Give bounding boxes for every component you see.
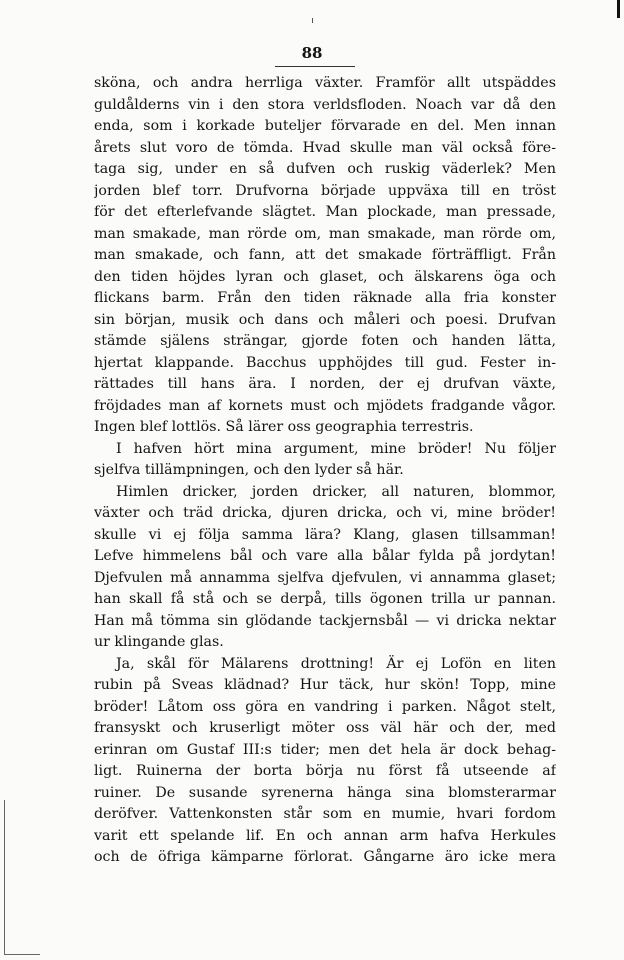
text-line: varit ett spelande lif. En och annan arm hafva Herkules xyxy=(94,827,556,844)
text-line: han skall få stå och se derpå, tills ögonen trilla ur pannan. xyxy=(94,591,556,607)
text-line: sjelfva tillämpningen, och den lyder så här. xyxy=(94,462,404,478)
text-line: Lefve himmelens bål och vare alla bålar fylda på jordytan! xyxy=(94,548,556,564)
text-line: ur klingande glas. xyxy=(94,634,224,650)
text-line: Han må tömma sin glödande tackjernsbål — vi dricka nektar xyxy=(94,612,556,629)
text-line: Ja, skål för Mälarens drottning! Är ej Lofön en liten xyxy=(116,655,556,672)
text-line: Himlen dricker, jorden dricker, all naturen, blommor, xyxy=(116,483,556,500)
text-line: taga sig, under en så dufven och ruskig väderlek? Men xyxy=(94,161,556,177)
header-rule xyxy=(275,66,355,67)
text-line: erinran om Gustaf III:s tider; men det hela är dock behag- xyxy=(94,741,556,758)
text-line: bröder! Låtom oss göra en vandring i parken. Något stelt, xyxy=(94,698,556,715)
text-line: skulle vi ej följa samma lära? Klang, glasen tillsamman! xyxy=(94,526,556,543)
text-line: fröjdades man af kornets must och mjödets fradgande vågor. xyxy=(94,397,556,414)
text-line: man smakade, man rörde om, man smakade, man rörde om, xyxy=(94,225,556,242)
text-line: den tiden höjdes lyran och glaset, och älskarens öga och xyxy=(94,268,556,285)
text-line: hjertat klappande. Bacchus upphöjdes till gud. Fester in- xyxy=(94,354,556,371)
text-line: rubin på Sveas klädnad? Hur täck, hur skön! Topp, mine xyxy=(94,677,556,693)
text-line: växter och träd dricka, djuren dricka, och vi, mine bröder! xyxy=(94,505,556,521)
body-text xyxy=(94,73,556,869)
text-line: Djefvulen må annamma sjelfva djefvulen, vi annamma glaset; xyxy=(94,569,556,586)
text-line: stämde själens strängar, gjorde foten och handen lätta, xyxy=(94,333,556,349)
text-line: man smakade, och fann, att det smakade förträffligt. Från xyxy=(94,247,556,263)
text-line: årets slut voro de tömda. Hvad skulle man väl också före- xyxy=(94,139,556,156)
page-edge-foot xyxy=(4,954,40,955)
text-line: fransyskt och kruserligt möter oss väl här och der, med xyxy=(94,720,556,736)
text-line: ruiner. De susande syrenerna hänga sina blomsterarmar xyxy=(94,784,556,801)
text-line: och de öfriga kämparne förlorat. Gångarne äro icke mera xyxy=(94,849,556,865)
page-edge-mark xyxy=(617,0,620,18)
text-line: guldålderns vin i den stora verldsfloden. Noach var då den xyxy=(94,96,556,113)
text-line: jorden blef torr. Drufvorna började uppväxa till en tröst xyxy=(94,182,556,199)
text-line: för det efterlefvande slägtet. Man plockade, man pressade, xyxy=(94,204,556,220)
text-line: flickans barm. Från den tiden räknade alla fria konster xyxy=(94,290,556,306)
text-line: sin början, musik och dans och måleri och poesi. Drufvan xyxy=(94,311,556,328)
printer-tick-mark xyxy=(312,18,313,23)
text-line: enda, som i korkade buteljer förvarade en del. Men innan xyxy=(94,118,556,134)
page-edge-line xyxy=(4,800,5,955)
text-line: rättades till hans ära. I norden, der ej drufvan växte, xyxy=(94,376,556,392)
text-line: ligt. Ruinerna der borta börja nu först få utseende af xyxy=(94,763,556,779)
text-line: Ingen blef lottlös. Så lärer oss geographia terrestris. xyxy=(94,419,474,435)
text-line: deröfver. Vattenkonsten står som en mumie, hvari fordom xyxy=(94,806,556,822)
text-line: sköna, och andra herrliga växter. Framför allt utspäddes xyxy=(94,75,556,91)
text-line: I hafven hört mina argument, mine bröder! Nu följer xyxy=(116,440,556,457)
page-number: 88 xyxy=(301,44,323,62)
